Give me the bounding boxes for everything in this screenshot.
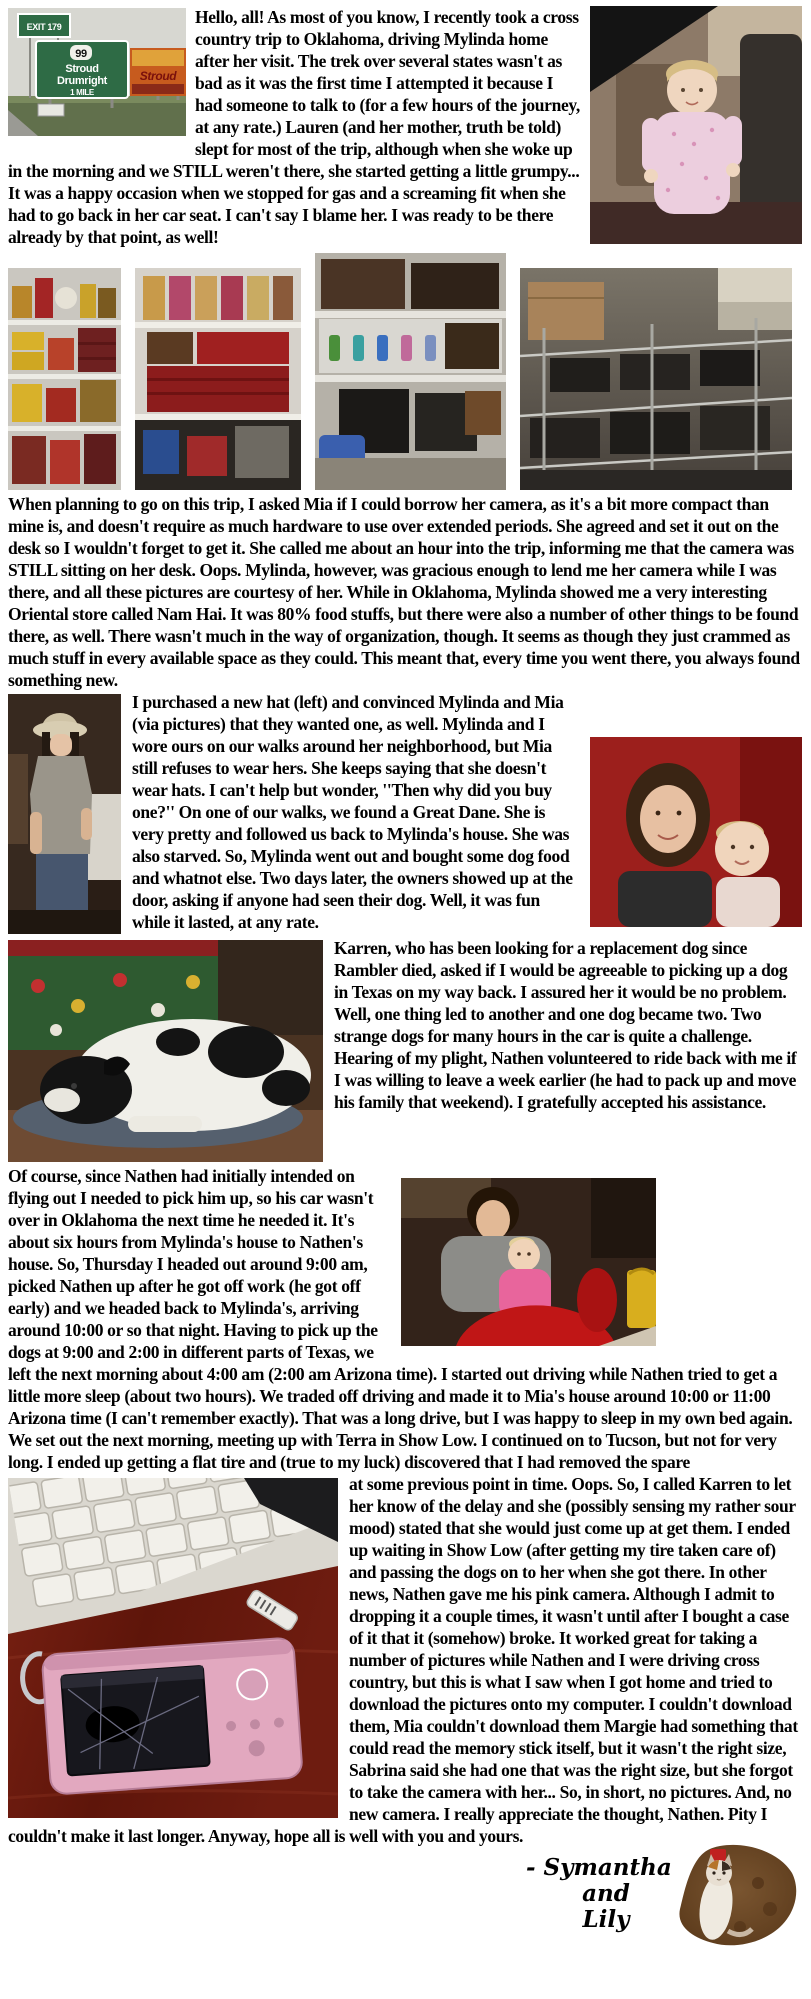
paragraph-karren-text: Karren, who has been looking for a replacement dog since Rambler died, asked if I would be agreeable to picking up a dog in Texas on my way back. I assured her it would be no problem. Well, one thing led to another and one dog became two. Two strange dogs for many hours in the car is quite a challenge. Hearing of my plight, Nathen volunteered to ride back with me if I was willing to leave a week earlier (he had to pack up and move his family that weekend). I gratefully accepted his assistance. [334, 938, 797, 1112]
broken-pink-camera-illustration [8, 1478, 338, 1818]
section-camera-store [8, 493, 802, 691]
mom-face [640, 785, 696, 853]
woman-toddler-chair-illustration [401, 1178, 656, 1346]
woman-face [476, 1200, 510, 1240]
signature-name-2: Lily [582, 1906, 630, 1933]
signature-name-1: - Symantha [526, 1854, 672, 1881]
dog-snout [44, 1088, 80, 1112]
cat-head [706, 1860, 732, 1886]
signature-text [526, 1855, 686, 1933]
store-shelves-1-illustration [8, 268, 121, 490]
store-aisle-illustration [520, 268, 792, 490]
photo-cat-cutout [666, 1843, 800, 1949]
face [50, 734, 72, 756]
mylinda-and-lauren-illustration [590, 737, 802, 927]
store-photo-row [8, 253, 802, 490]
photo-broken-pink-camera [8, 1478, 338, 1818]
paragraph-camera-store-text: When planning to go on this trip, I asked Mia if I could borrow her camera, as it's a bit more compact than mine is, and doesn't require as much hardware to use over extended periods. She agreed and set it out on the desk so I wouldn't forget to get it. She called me about an hour into the trip, informing me that the camera was STILL sitting on her desk. Oops. Mylinda, however, was gracious enough to lend me her camera while I was there, and all these pictures are courtesy of her. While in Oklahoma, Mylinda showed me a very interesting Oriental store called Nam Hai. It was 80% food stuffs, but there were also a number of other things to be found there, as well. There wasn't much in the way of organization, though. It seems as though they just crammed as much stuff in every available space as they could. This meant that, every time you went there, you always found something new. [8, 494, 800, 690]
exit-number-text: EXIT 179 [26, 22, 62, 32]
section-hat-dane [8, 691, 802, 933]
store-shelves-2-illustration [135, 268, 301, 490]
toddler-face [508, 1239, 540, 1271]
distance-text: 1 MILE [70, 88, 94, 97]
photo-mylinda-and-lauren [590, 737, 802, 927]
signature-and: and [582, 1880, 630, 1907]
paragraph-hat-dane-text: I purchased a new hat (left) and convinced Mylinda and Mia (via pictures) that they wanted one, as well. Mylinda and I wore ours on our walks around her neighborhood, but Mia still refuses to wear hers. She keeps saying that she doesn't wear hats. I can't help but wonder, ''Then why did you buy one?'' On one of our walks, we found a Great Dane. She is very pretty and followed us back to Mylinda's house. She was also starved. So, Mylinda went out and bought some dog food and whatnot else. Two days later, the owners showed up at the door, asking if anyone had seen their dog. Well, it was fun while it lasted, at any rate. [132, 692, 573, 932]
route-shield-text: 99 [75, 48, 87, 60]
section-drive-2 [8, 1473, 802, 1847]
photo-toddler-in-car [590, 6, 802, 244]
photo-highway-exit-sign [8, 8, 186, 136]
photo-store-shelves-1 [8, 268, 121, 490]
signature-block [8, 1855, 802, 1957]
store-shelves-3-illustration [315, 253, 506, 490]
photo-woman-and-toddler-chair [401, 1178, 656, 1346]
photo-store-aisle [520, 268, 792, 490]
photo-store-shelves-2 [135, 268, 301, 490]
paragraph-intro-text: Hello, all! As most of you know, I recently took a cross country trip to Oklahoma, driving Mylinda home after her visit. The trek over several states wasn't as bad as it was the first time I attempted it because I had someone to talk to (for a few hours of the journey, at any rate.) Lauren (and her mother, truth be told) slept for most of the trip, although when she woke up in the morning and we STILL weren't there, she started getting a little grumpy... It was a happy occasion when we stopped for gas and a screaming fit when she had to go back in her car seat. I can't say I blame her. I was ready to be there already by that point, as well! [8, 7, 580, 247]
highway-exit-sign-illustration [8, 8, 186, 136]
billboard-text: Stroud [139, 69, 177, 83]
new-hat-illustration [8, 694, 121, 934]
great-dane-illustration [8, 940, 323, 1162]
paragraph-drive-2-text: at some previous point in time. Oops. So, I called Karren to let her know of the delay and she (possibly sensing my rather sour mood) stated that she would just come up at get them. I ended up waiting in Show Low (after getting my tire taken care of) and passing the dogs on to her when she got there. In other news, Nathen gave me his pink camera. Although I admit to dropping it a couple times, it wasn't until after I bought a case of it that it (somehow) broke. It worked great for taking a number of pictures while Nathen and I were driving cross country, but this is what I saw when I got home and tried to download the pictures onto my computer. I couldn't download them, Mia couldn't download them Margie had something that could read the memory stick itself, but it wasn't the right size, Sabrina said she had one that was the right size, but she forgot to take the camera with her... So, in short, no pictures. And, no new camera. I really appreciate the thought, Nathen. Pity I couldn't make it last longer. Anyway, hope all is well with you and yours. [8, 1474, 798, 1846]
camera-dial [236, 1668, 268, 1700]
photo-store-shelves-3 [315, 253, 506, 490]
photo-great-dane [8, 940, 323, 1162]
destination-2-text: Drumright [56, 75, 108, 87]
paragraph-drive-1-text: Of course, since Nathen had initially intended on flying out I needed to pick him up, so his car wasn't over in Oklahoma the next time he needed it. It's about six hours from Mylinda's house to Nathen's house. So, Thursday I headed out around 9:00 am, picked Nathen up after he got off work (he got off early) and we headed back to Mylinda's, arriving around 10:00 or so that night. Having to pick up the dogs at 9:00 and 2:00 in different parts of Texas, we left the next morning about 4:00 am (2:00 am Arizona time). I started out driving while Nathen tried to get a little more sleep (about two hours). We traded off driving and made it to Mia's house around 10:00 or 11:00 Arizona time (I can't remember exactly). That was a long drive, but I was happy to sleep in my own bed again. We set out the next morning, meeting up with Terra in Show Low. I continued on to Tucson, but not for very long. I ended up getting a flat tire and (true to my luck) discovered that I had removed the spare [8, 1166, 793, 1472]
yellow-bucket [627, 1270, 656, 1328]
toddler-in-car-illustration [590, 6, 802, 244]
photo-new-hat [8, 694, 121, 934]
section-drive-1 [8, 1165, 802, 1473]
cat-cutout-illustration [666, 1843, 800, 1949]
destination-1-text: Stroud [65, 63, 99, 75]
baby-face [715, 822, 769, 876]
section-intro [8, 6, 802, 248]
section-karren [8, 937, 802, 1113]
pink-camera [42, 1637, 303, 1794]
